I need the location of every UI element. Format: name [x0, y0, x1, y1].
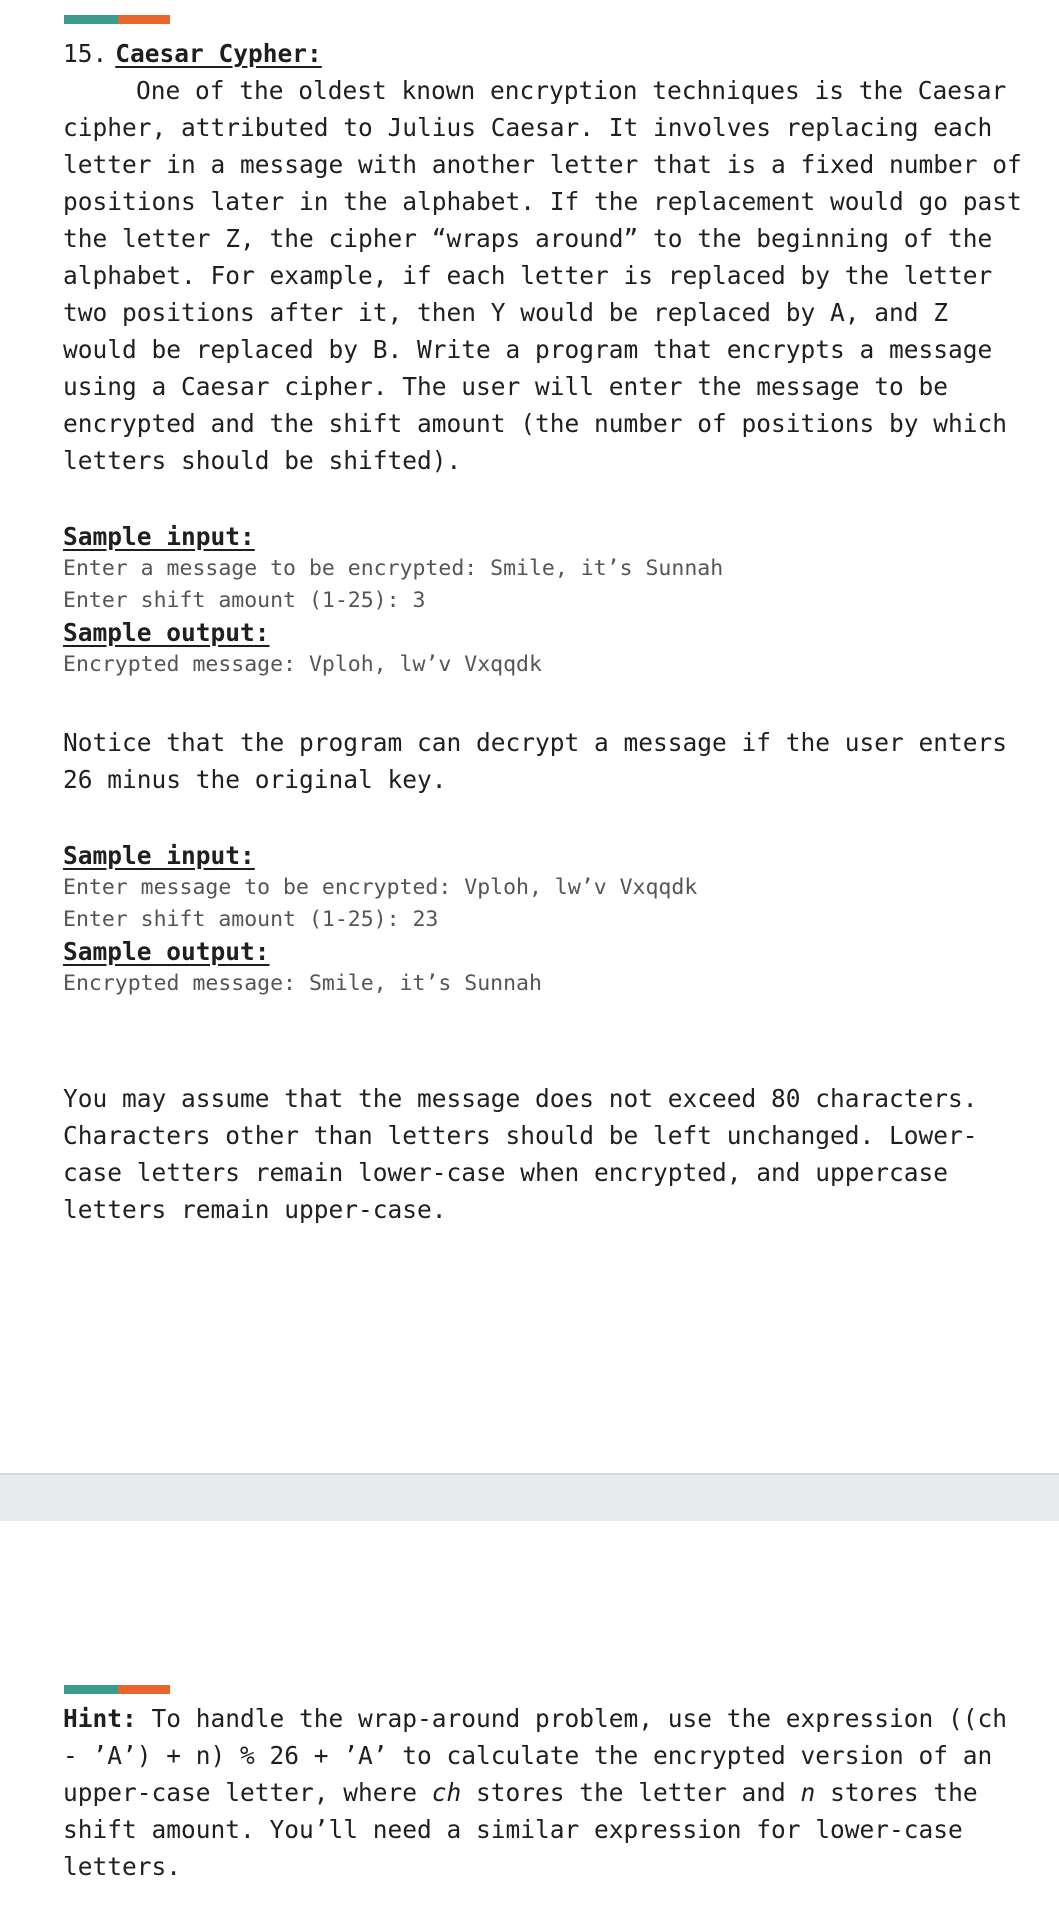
accent-bar — [64, 1685, 170, 1694]
hint-body: To handle the wrap-around problem, use the expression ((ch - ’A’) + n) % 26 + ’A’ to calculate the encrypted version of an upper-case letter, where — [63, 1704, 1008, 1807]
hint-label: Hint: — [63, 1704, 137, 1733]
sample-output-heading: Sample output: — [63, 937, 270, 966]
sample-input-heading: Sample input: — [63, 841, 255, 870]
page-2 — [0, 1521, 1059, 1920]
sample-input-heading: Sample input: — [63, 522, 255, 551]
sample-output-heading: Sample output: — [63, 618, 270, 647]
problem-description: One of the oldest known encryption techniques is the Caesar cipher, attributed to Julius Caesar. It involves replacing each letter in a message with another letter that is a fixed number of positions later in the alphabet. If the replacement would go past the letter Z, the cipher “wraps around” to the beginning of the alphabet. For example, if each letter is replaced by the letter two positions after it, then Y would be replaced by A, and Z would be replaced by B. Write a program that encrypts a message using a Caesar cipher. The user will enter the message to be encrypted and the shift amount (the number of positions by which letters should be shifted). — [63, 76, 1022, 475]
sample-output-line: Encrypted message: Vploh, lw’v Vxqqdk — [63, 652, 542, 677]
example-1 — [63, 521, 1023, 681]
problem-title-text: Caesar Cypher: — [115, 39, 322, 68]
accent-bar-orange — [118, 1685, 170, 1694]
assumptions-section — [63, 1080, 1023, 1228]
hint-var-ch: ch — [431, 1778, 462, 1807]
page-separator — [0, 1473, 1059, 1523]
problem-number: 15. — [63, 39, 108, 68]
notice-section — [63, 724, 1023, 798]
hint-var-n: n — [800, 1778, 816, 1807]
hint-body: stores the shift amount. You’ll need a similar expression for lower-case letters. — [63, 1778, 978, 1881]
sample-output-line: Encrypted message: Smile, it’s Sunnah — [63, 971, 542, 996]
accent-bar-teal — [64, 1685, 118, 1694]
problem-section — [63, 35, 1023, 479]
accent-bar-orange — [118, 15, 170, 24]
accent-bar — [64, 15, 170, 24]
sample-input-line: Enter a message to be encrypted: Smile, it’s Sunnah — [63, 556, 724, 581]
example-2 — [63, 840, 1023, 1000]
problem-title — [63, 35, 1023, 72]
assumptions-text: You may assume that the message does not exceed 80 characters. Characters other than letters should be left unchanged. Lower-case letters remain lower-case when encrypted, and uppercase letters remain upper-case. — [63, 1084, 978, 1224]
sample-input-line: Enter shift amount (1-25): 3 — [63, 588, 426, 613]
notice-text: Notice that the program can decrypt a message if the user enters 26 minus the original key. — [63, 728, 1008, 794]
hint-body: stores the letter and — [461, 1778, 801, 1807]
hint-text — [63, 1700, 1023, 1885]
accent-bar-teal — [64, 15, 118, 24]
sample-input-line: Enter shift amount (1-25): 23 — [63, 907, 439, 932]
sample-input-line: Enter message to be encrypted: Vploh, lw’v Vxqqdk — [63, 875, 698, 900]
hint-section — [63, 1700, 1023, 1885]
